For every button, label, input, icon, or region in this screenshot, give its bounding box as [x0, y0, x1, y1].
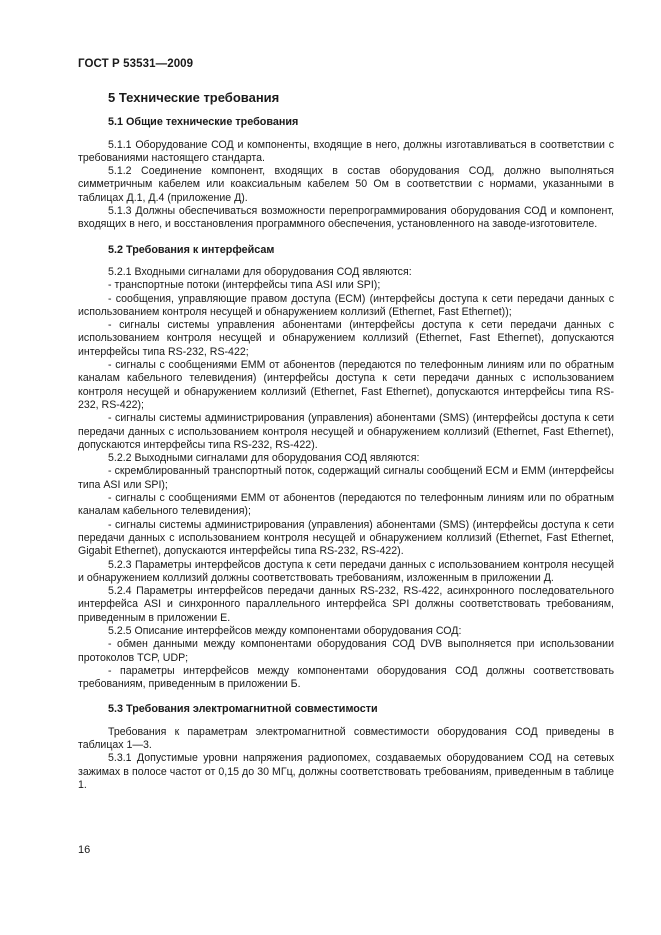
list-item: - сигналы системы администрирования (управления) абонентами (SMS) (интерфейсы доступа к сети передачи данных с использованием контроля несущей и обнаружением коллизий (Ethernet, Fast Ethernet, Gigabit Ethernet), допускаются интерфейсы типа RS-232, RS-422). — [78, 518, 614, 558]
paragraph: 5.3.1 Допустимые уровни напряжения радиопомех, создаваемых оборудованием СОД на сетевых зажимах в полосе частот от 0,15 до 30 МГц, должны соответствовать требованиям, приведенным в таблице 1. — [78, 752, 614, 791]
list-item: - обмен данными между компонентами оборудования СОД DVB выполняется при использовании протоколов TCP, UDP; — [78, 638, 614, 664]
list-item: - сигналы системы администрирования (управления) абонентами (SMS) (интерфейсы доступа к сети передачи данных с использованием контроля несущей и обнаружением коллизий (Ethernet, Fast Ethernet), допускаются интерфейсы типа RS-232, RS-422). — [78, 412, 614, 451]
page-number: 16 — [78, 844, 91, 856]
paragraph: 5.2.4 Параметры интерфейсов передачи данных RS-232, RS-422, асинхронного последовательного интерфейса ASI и синхронного параллельного интерфейса SPI должны соответствовать требованиям, приведенным в приложении Е. — [78, 585, 614, 624]
list-item: - транспортные потоки (интерфейсы типа ASI или SPI); — [108, 279, 381, 292]
paragraph: 5.1.1 Оборудование СОД и компоненты, входящие в него, должны изготавливаться в соответствии с требованиями настоящего стандарта. — [78, 138, 614, 164]
paragraph: 5.2.5 Описание интерфейсов между компонентами оборудования СОД: — [108, 624, 462, 637]
paragraph: 5.2.1 Входными сигналами для оборудования СОД являются: — [108, 265, 412, 278]
paragraph: 5.1.2 Соединение компонент, входящих в состав оборудования СОД, должно выполняться симметричным кабелем или коаксиальным кабелем 50 Ом в соответствии с нормами, указанными в таблицах Д.1, Д.4 (приложение Д). — [78, 165, 614, 204]
page-content — [78, 91, 614, 792]
subsection-title-5-2: 5.2 Требования к интерфейсам — [108, 243, 275, 256]
section-title: 5 Технические требования — [108, 90, 280, 105]
document-header: ГОСТ Р 53531—2009 — [78, 58, 194, 70]
list-item: - параметры интерфейсов между компонентами оборудования СОД должны соответствовать требованиям, приведенным в приложении Б. — [78, 664, 614, 691]
paragraph: 5.1.3 Должны обеспечиваться возможности перепрограммирования оборудования СОД и компонент, входящих в него, и восстановления программного обеспечения, установленного на заводе-изготовителе. — [78, 205, 614, 231]
paragraph: Требования к параметрам электромагнитной совместимости оборудования СОД приведены в таблицах 1—3. — [78, 725, 614, 752]
subsection-title-5-3: 5.3 Требования электромагнитной совместимости — [108, 703, 378, 716]
paragraph: 5.2.3 Параметры интерфейсов доступа к сети передачи данных с использованием контроля несущей и обнаружением коллизий должны соответствовать требованиям, изложенным в приложении Д. — [78, 558, 614, 584]
subsection-title-5-1: 5.1 Общие технические требования — [108, 116, 299, 129]
list-item: - скремблированный транспортный поток, содержащий сигналы сообщений ECM и EMM (интерфейсы типа ASI или SPI); — [78, 465, 614, 491]
list-item: - сообщения, управляющие правом доступа (ECM) (интерфейсы доступа к сети передачи данных с использованием контроля несущей и обнаружением коллизий (Ethernet, Fast Ethernet)); — [78, 292, 614, 318]
list-item: - сигналы с сообщениями EMM от абонентов (передаются по телефонным линиям или по обратным каналам кабельного телевидения) (интерфейсы доступа к сети передачи данных с использованием контроля несущей и обнаружением коллизий (Ethernet, Fast Ethernet), допускаются интерфейсы типа RS-232, RS-422); — [78, 359, 614, 411]
list-item: - сигналы с сообщениями EMM от абонентов (передаются по телефонным линиям или по обратным каналам кабельного телевидения); — [78, 492, 614, 518]
paragraph: 5.2.2 Выходными сигналами для оборудования СОД являются: — [108, 452, 420, 465]
list-item: - сигналы системы управления абонентами (интерфейсы доступа к сети передачи данных с использованием контроля несущей и обнаружением коллизий (Ethernet, Fast Ethernet), допускаются интерфейсы типа RS-232, RS-422; — [78, 319, 614, 358]
